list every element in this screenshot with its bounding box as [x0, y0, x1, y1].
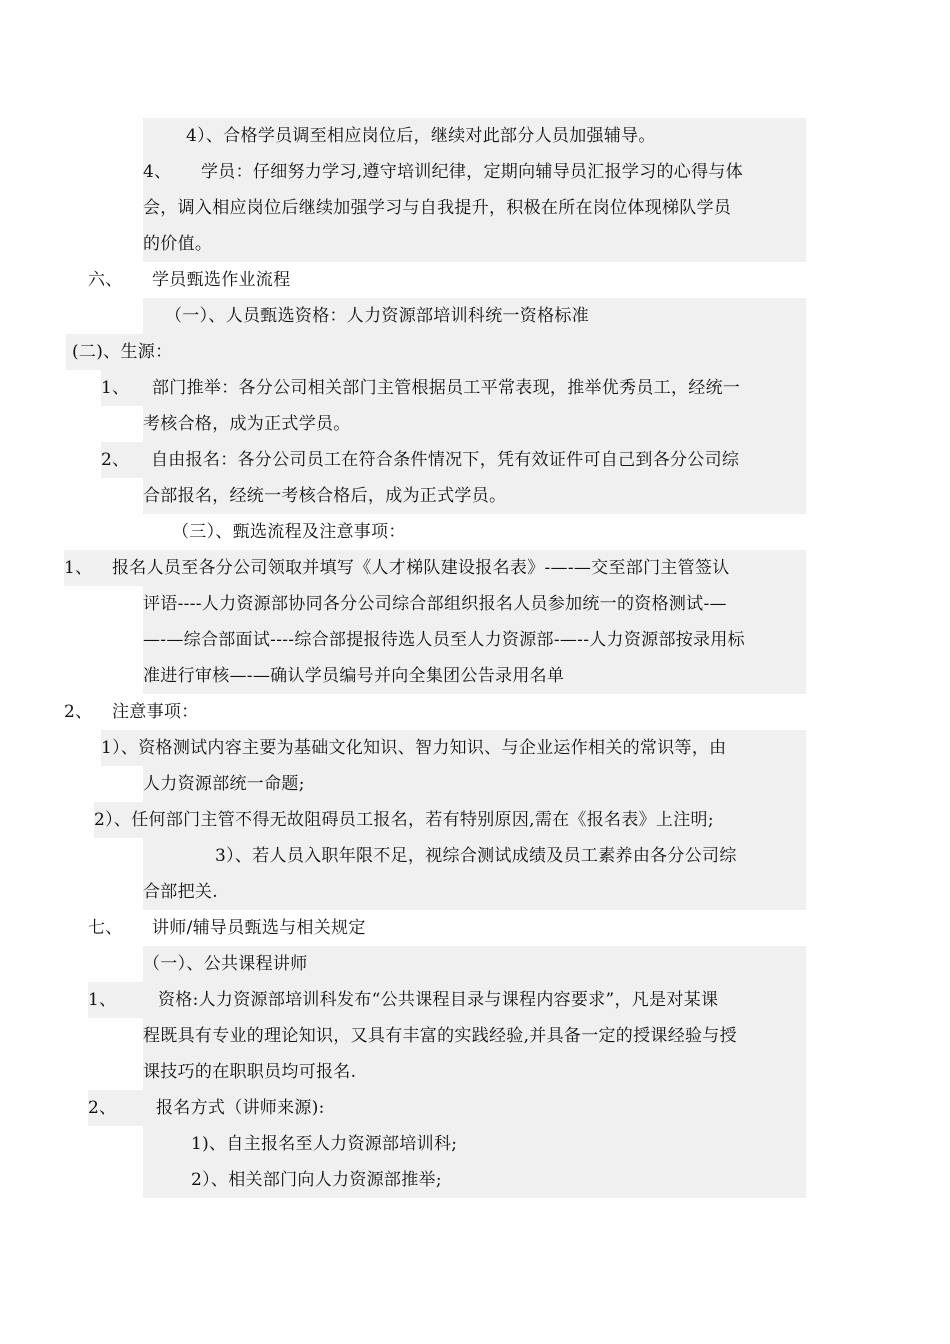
numbered-item [64, 550, 806, 586]
item-number: 2、 [88, 1098, 117, 1118]
section-heading [88, 910, 488, 946]
section-number: 六、 [88, 270, 123, 290]
line-text: 注意事项： [112, 702, 199, 722]
text-line [143, 190, 806, 226]
item-number: 2、 [64, 702, 93, 722]
text-line [143, 874, 806, 910]
numbered-item [101, 370, 806, 406]
item-number: 1、 [88, 990, 117, 1010]
text-line [143, 622, 806, 658]
text-line [143, 1054, 806, 1090]
line-text: 资格:人力资源部培训科发布“公共课程目录与课程内容要求”，凡是对某课 [158, 990, 719, 1010]
text-line [143, 586, 806, 622]
numbered-item [143, 154, 806, 190]
line-text: 会，调入相应岗位后继续加强学习与自我提升，积极在所在岗位体现梯队学员 [143, 198, 732, 218]
line-text: 合部把关. [143, 882, 218, 902]
line-text: 评语----人力资源部协同各分公司综合部组织报名人员参加统一的资格测试-— [143, 594, 727, 614]
line-text: 3）、若人员入职年限不足，视综合测试成绩及员工素养由各分公司综 [215, 846, 737, 866]
line-text: 合部报名，经统一考核合格后，成为正式学员。 [143, 486, 507, 506]
line-text: 1)、自主报名至人力资源部培训科; [191, 1134, 458, 1154]
line-text: 4）、合格学员调至相应岗位后，继续对此部分人员加强辅导。 [186, 126, 656, 146]
numbered-item [101, 442, 806, 478]
line-text: 报名方式（讲师来源): [156, 1098, 325, 1118]
item-number: 2、 [101, 450, 130, 470]
section-heading [88, 262, 488, 298]
line-text: 的价值。 [143, 234, 213, 254]
text-line [143, 226, 806, 262]
line-text: 自由报名：各分公司员工在符合条件情况下，凭有效证件可自己到各分公司综 [151, 450, 740, 470]
text-line [143, 1018, 806, 1054]
text-line [143, 1162, 806, 1198]
line-text: 考核合格，成为正式学员。 [143, 414, 351, 434]
numbered-item [88, 1090, 806, 1126]
section-title: 讲师/辅导员甄选与相关规定 [152, 918, 366, 938]
item-number: 1、 [101, 378, 130, 398]
text-line [143, 478, 806, 514]
text-line [143, 838, 806, 874]
line-text: 准进行审核—-—确认学员编号并向全集团公告录用名单 [143, 666, 565, 686]
text-line [94, 802, 806, 838]
text-line [143, 658, 806, 694]
subsection-heading [66, 334, 806, 370]
text-line [143, 118, 806, 154]
numbered-item [64, 694, 464, 730]
line-text: (二)、生源： [72, 342, 173, 362]
text-line [101, 730, 806, 766]
text-line [143, 766, 806, 802]
line-text: （三）、甄选流程及注意事项： [172, 522, 406, 542]
subsection-heading [172, 514, 572, 550]
line-text: —-—综合部面试----综合部提报待选人员至人力资源部-—--人力资源部按录用标 [143, 630, 745, 650]
numbered-item [88, 982, 806, 1018]
text-line [143, 1126, 806, 1162]
item-number: 4、 [143, 162, 172, 182]
subsection-heading [143, 946, 806, 982]
line-text: （一）、公共课程讲师 [143, 954, 308, 974]
line-text: 2）、任何部门主管不得无故阻碍员工报名，若有特别原因,需在《报名表》上注明; [94, 810, 714, 830]
item-number: 1、 [64, 558, 93, 578]
line-text: 部门推举：各分公司相关部门主管根据员工平常表现，推举优秀员工，经统一 [152, 378, 741, 398]
line-text: 课技巧的在职职员均可报名. [143, 1062, 357, 1082]
section-title: 学员甄选作业流程 [152, 270, 291, 290]
line-text: 人力资源部统一命题; [143, 774, 305, 794]
line-text: 1）、资格测试内容主要为基础文化知识、智力知识、与企业运作相关的常识等，由 [101, 738, 727, 758]
subsection-heading [143, 298, 806, 334]
line-text: 报名人员至各分公司领取并填写《人才梯队建设报名表》-—-—交至部门主管签认 [112, 558, 730, 578]
section-number: 七、 [88, 918, 123, 938]
line-text: 程既具有专业的理论知识，又具有丰富的实践经验,并具备一定的授课经验与授 [143, 1026, 737, 1046]
line-text: 学员：仔细努力学习,遵守培训纪律，定期向辅导员汇报学习的心得与体 [201, 162, 744, 182]
line-text: （一）、人员甄选资格：人力资源部培训科统一资格标准 [165, 306, 589, 326]
text-line [143, 406, 806, 442]
line-text: 2）、相关部门向人力资源部推举; [191, 1170, 442, 1190]
